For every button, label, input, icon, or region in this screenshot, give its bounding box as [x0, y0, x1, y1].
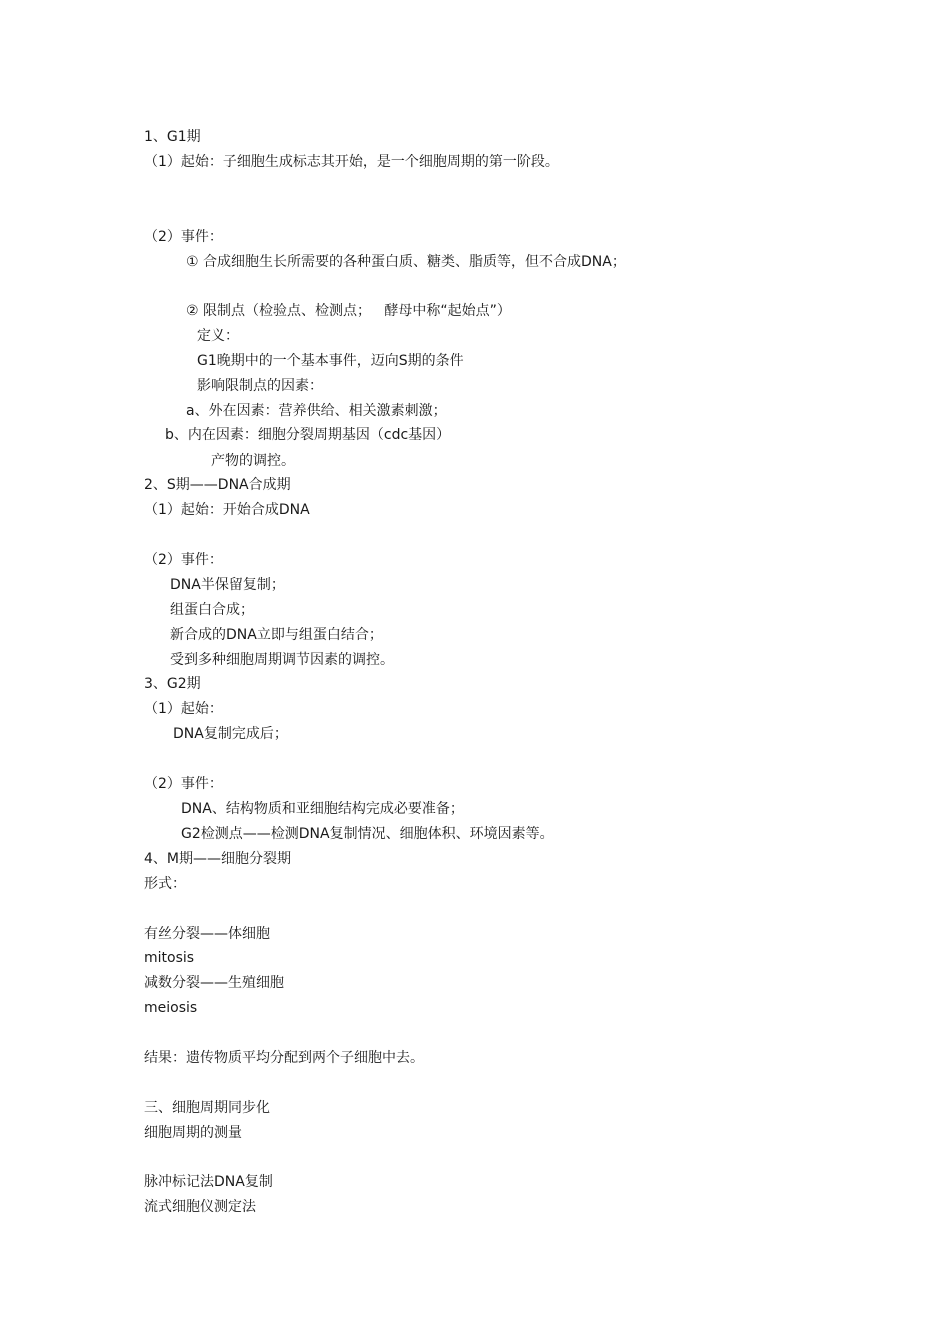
g1-event-2: ② 限制点（检验点、检测点； 酵母中称“起始点”）	[186, 303, 511, 319]
s-event-4: 受到多种细胞周期调节因素的调控。	[170, 652, 394, 668]
restriction-factors-label: 影响限制点的因素：	[197, 378, 323, 394]
g1-events-label: （2）事件：	[144, 229, 223, 245]
heading-synchronization: 三、细胞周期同步化	[144, 1100, 270, 1116]
external-factors: a、外在因素：营养供给、相关激素刺激；	[186, 403, 447, 419]
g2-start-label: （1）起始：	[144, 701, 223, 717]
pulse-label-text: 脉冲标记法DNA复制	[144, 1174, 273, 1190]
meiosis-en: meiosis	[144, 1000, 198, 1016]
internal-factors: b、内在因素：细胞分裂周期基因（cdc基因）	[165, 427, 451, 443]
flow-cytometry-text: 流式细胞仪测定法	[144, 1199, 256, 1215]
definition-label: 定义：	[197, 328, 239, 344]
heading-m-phase: 4、M期——细胞分裂期	[144, 851, 291, 867]
g1-start-text: （1）起始：子细胞生成标志其开始，是一个细胞周期的第一阶段。	[144, 154, 559, 170]
s-event-3: 新合成的DNA立即与组蛋白结合；	[170, 627, 383, 643]
internal-factors-cont: 产物的调控。	[211, 453, 295, 469]
meiosis-zh: 减数分裂——生殖细胞	[144, 975, 284, 991]
mitosis-en: mitosis	[144, 950, 195, 966]
s-event-1: DNA半保留复制；	[170, 577, 285, 593]
g2-event-1: DNA、结构物质和亚细胞结构完成必要准备；	[181, 801, 464, 817]
form-label: 形式：	[144, 876, 186, 892]
s-start-text: （1）起始：开始合成DNA	[144, 502, 310, 518]
g2-event-2: G2检测点——检测DNA复制情况、细胞体积、环境因素等。	[181, 826, 554, 842]
s-event-2: 组蛋白合成；	[170, 602, 254, 618]
result-text: 结果：遗传物质平均分配到两个子细胞中去。	[144, 1050, 424, 1066]
definition-text: G1晚期中的一个基本事件，迈向S期的条件	[197, 353, 464, 369]
g2-events-label: （2）事件：	[144, 776, 223, 792]
heading-s-phase: 2、S期——DNA合成期	[144, 477, 291, 493]
heading-g1-phase: 1、G1期	[144, 129, 201, 145]
heading-g2-phase: 3、G2期	[144, 676, 201, 692]
g2-start-text: DNA复制完成后；	[173, 726, 288, 742]
s-events-label: （2）事件：	[144, 552, 223, 568]
g1-event-1: ① 合成细胞生长所需要的各种蛋白质、糖类、脂质等，但不合成DNA；	[186, 254, 626, 270]
mitosis-zh: 有丝分裂——体细胞	[144, 926, 270, 942]
measurement-text: 细胞周期的测量	[144, 1125, 242, 1141]
